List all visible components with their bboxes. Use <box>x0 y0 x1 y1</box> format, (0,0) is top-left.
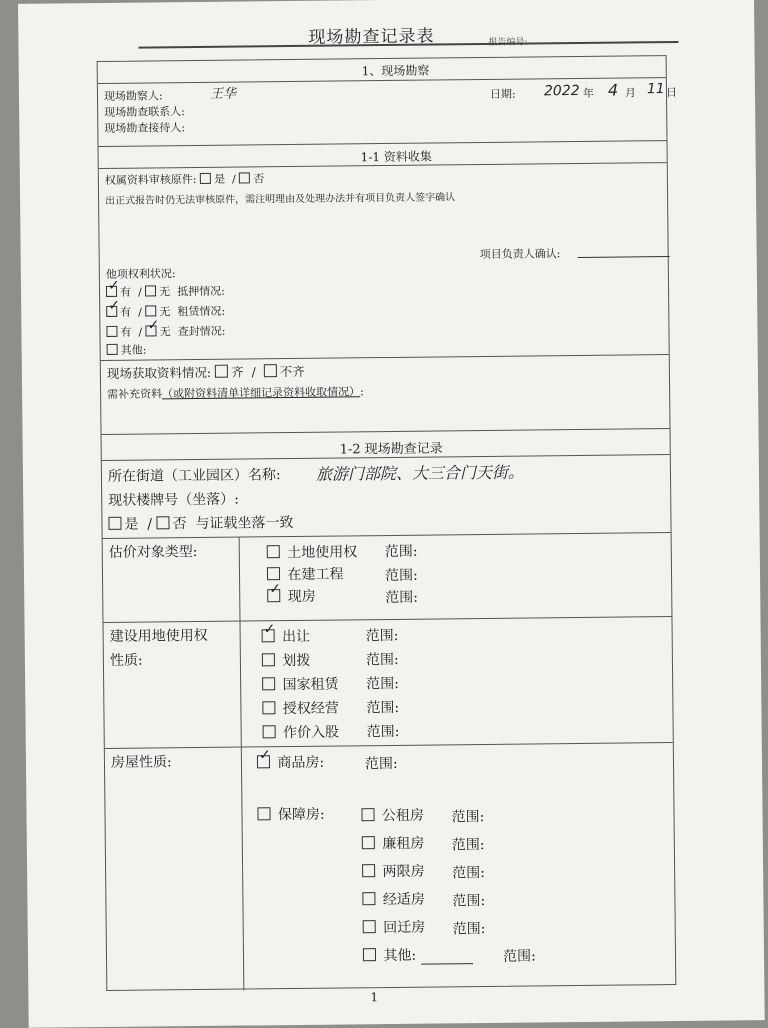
commercial-label: 商品房: <box>277 754 325 772</box>
row-divider <box>101 354 669 361</box>
section-1-title: 1、现场勘察 <box>361 63 430 79</box>
low-rent-label: 廉租房 <box>382 835 425 853</box>
scope-label: 范围: <box>384 543 418 561</box>
sub-dual-limit <box>362 861 425 882</box>
date-month-unit: 月 <box>624 86 637 100</box>
section-1-2-title: 1-2 现场勘查记录 <box>339 441 443 458</box>
onsite-docs-label: 现场获取资料情况: <box>106 364 212 381</box>
relocation-checkbox[interactable] <box>363 920 376 933</box>
dual-limit-label: 两限房 <box>382 863 425 881</box>
pm-confirm-line <box>578 256 670 258</box>
economic-label: 经适房 <box>382 891 425 909</box>
state-lease-label: 国家租赁 <box>282 676 339 694</box>
other-house-checkbox[interactable] <box>363 948 376 961</box>
scope-label: 范围: <box>366 675 399 693</box>
construction-checkbox[interactable] <box>267 567 280 580</box>
date-label: 日期: <box>489 87 516 101</box>
seizure-row: 有 / ✓无 查封情况: <box>106 323 225 340</box>
date-year-unit: 年 <box>582 86 595 100</box>
scope-label: 范围: <box>365 627 399 645</box>
review-no-label: 否 <box>253 172 265 186</box>
page-title: 现场勘查记录表 <box>308 26 435 48</box>
scope-label: 范围: <box>364 755 398 773</box>
land-use-authorized <box>262 698 339 719</box>
supplement-note: （或附资料清单详细记录资料收取情况） <box>162 385 361 401</box>
authorized-checkbox[interactable] <box>262 701 275 714</box>
scope-label: 范围: <box>452 921 486 938</box>
low-rent-checkbox[interactable] <box>362 836 375 849</box>
consistent-yes-label: 是 <box>124 516 139 533</box>
supplement-label: 需补充资料 <box>107 387 163 401</box>
location-consistent-row: 是 / 否 与证载坐落一致 <box>108 512 293 534</box>
existing-house-checkbox[interactable] <box>267 589 280 602</box>
object-type-label: 估价对象类型: <box>108 544 198 561</box>
contact-label: 现场勘查联系人: <box>104 105 185 119</box>
public-rental-checkbox[interactable] <box>361 808 374 821</box>
has-label: 有 <box>119 285 132 299</box>
equity-label: 作价入股 <box>283 724 340 742</box>
state-lease-checkbox[interactable] <box>262 677 275 690</box>
object-type-existing <box>267 586 316 607</box>
granted-checkbox[interactable] <box>262 629 275 642</box>
land-use-allocated <box>262 650 311 671</box>
sub-low-rent <box>362 833 425 854</box>
lease-label: 租赁情况: <box>177 304 226 319</box>
equity-checkbox[interactable] <box>263 725 276 738</box>
date-day-unit: 日 <box>665 85 678 100</box>
scope-label: 范围: <box>366 723 400 741</box>
supplement-row <box>107 383 364 402</box>
section-1-1-title: 1-1 资料收集 <box>360 149 432 165</box>
land-use-equity <box>263 722 340 743</box>
other-checkbox[interactable] <box>107 344 118 355</box>
seizure-none-checkbox[interactable] <box>146 325 157 336</box>
economic-checkbox[interactable] <box>362 892 375 905</box>
authorized-label: 授权经营 <box>282 700 339 718</box>
none-label: 无 <box>159 305 171 319</box>
lease-none-checkbox[interactable] <box>145 305 156 316</box>
lease-row: ✓有 / 无 租赁情况: <box>106 303 225 320</box>
construction-label: 在建工程 <box>287 566 344 584</box>
building-no-label: 现状楼牌号（坐落）: <box>108 491 240 509</box>
inspector-label: 现场勘察人: <box>103 89 163 103</box>
land-use-lease <box>262 674 339 695</box>
other-label: 其他: <box>120 343 147 357</box>
date-year: 2022 <box>543 82 580 100</box>
relocation-label: 回迁房 <box>383 919 426 937</box>
affordable-row <box>257 804 324 825</box>
review-yes-label: 是 <box>214 172 226 186</box>
seizure-label: 查封情况: <box>177 324 226 339</box>
sub-economic <box>362 889 425 910</box>
has-label: 有 <box>120 305 132 319</box>
reception-label: 现场勘查接待人: <box>104 121 186 135</box>
mortgage-has-checkbox[interactable] <box>106 286 117 297</box>
scope-label: 范围: <box>365 651 399 669</box>
row-divider <box>99 140 667 147</box>
sub-other <box>363 944 473 965</box>
incomplete-label: 不齐 <box>279 363 305 380</box>
land-use-granted <box>262 626 311 647</box>
land-use-label-2: 性质: <box>109 652 143 669</box>
supplement-colon: : <box>360 385 364 399</box>
scope-label: 范围: <box>385 589 419 607</box>
row-divider <box>103 616 671 623</box>
review-note: 出正式报告时仍无法审核原件，需注明理由及处理办法并有项目负责人签字确认 <box>105 192 456 207</box>
none-label: 无 <box>159 325 171 339</box>
review-yes-checkbox[interactable] <box>200 173 211 184</box>
commercial-row <box>257 752 324 773</box>
consistent-text: 与证载坐落一致 <box>195 514 294 533</box>
scope-label: 范围: <box>502 948 536 965</box>
land-right-label: 土地使用权 <box>287 544 358 562</box>
consistent-yes-checkbox[interactable] <box>108 517 121 530</box>
mortgage-none-checkbox[interactable] <box>145 285 156 296</box>
street-value: 旅游门部院、大三合门天街。 <box>315 462 525 484</box>
complete-checkbox[interactable] <box>215 365 228 378</box>
form-table <box>97 55 677 991</box>
sub-public-rental <box>361 805 424 826</box>
other-rights-label: 他项权利状况: <box>105 267 176 281</box>
has-label: 有 <box>120 325 132 339</box>
sub-relocation <box>363 917 426 938</box>
date-day: 11 <box>646 81 665 98</box>
consistent-no-checkbox[interactable] <box>156 516 169 529</box>
allocated-label: 划拨 <box>282 652 311 670</box>
scope-label: 范围: <box>384 567 418 585</box>
allocated-checkbox[interactable] <box>262 653 275 666</box>
other-house-label: 其他: <box>383 947 417 965</box>
granted-label: 出让 <box>282 628 311 646</box>
report-number-label: 报告编号: <box>488 37 528 48</box>
mortgage-label: 抵押情况: <box>177 284 226 299</box>
row-divider <box>102 428 670 435</box>
consistent-no-label: 否 <box>172 516 187 533</box>
incomplete-checkbox[interactable] <box>264 364 277 377</box>
seizure-has-checkbox[interactable] <box>106 326 117 337</box>
none-label: 无 <box>159 285 171 299</box>
row-divider <box>105 742 673 749</box>
other-row <box>107 342 147 358</box>
dual-limit-checkbox[interactable] <box>362 864 375 877</box>
inspector-signature: 王华 <box>209 86 237 102</box>
public-rental-label: 公租房 <box>381 807 425 825</box>
street-label: 所在街道（工业园区）名称: <box>107 467 281 485</box>
land-right-checkbox[interactable] <box>267 545 280 558</box>
scope-label: 范围: <box>452 893 486 910</box>
affordable-checkbox[interactable] <box>257 807 270 820</box>
scope-label: 范围: <box>451 809 485 826</box>
mortgage-row: ✓有 / 无 抵押情况: <box>106 283 225 300</box>
review-no-checkbox[interactable] <box>239 172 250 183</box>
other-blank <box>421 947 473 965</box>
scope-label: 范围: <box>451 837 485 854</box>
pm-confirm-label: 项目负责人确认: <box>479 247 561 262</box>
scope-label: 范围: <box>366 699 400 717</box>
commercial-checkbox[interactable] <box>257 755 270 768</box>
form-page <box>18 0 765 1028</box>
lease-has-checkbox[interactable] <box>106 306 117 317</box>
affordable-label: 保障房: <box>277 806 325 824</box>
column-divider <box>239 537 245 991</box>
review-original-row: 权属资料审核原件: 是 / 否 <box>104 172 265 187</box>
date-month: 4 <box>607 80 619 100</box>
object-type-land <box>267 541 358 562</box>
house-nature-label: 房屋性质: <box>110 754 172 771</box>
onsite-docs-row: 现场获取资料情况: 齐 / 不齐 <box>106 363 305 381</box>
page-number: 1 <box>370 990 379 1005</box>
existing-house-label: 现房 <box>287 588 316 606</box>
review-original-label: 权属资料审核原件: <box>104 172 197 187</box>
scope-label: 范围: <box>452 865 485 882</box>
complete-label: 齐 <box>231 364 244 380</box>
land-use-label-1: 建设用地使用权 <box>109 627 208 645</box>
